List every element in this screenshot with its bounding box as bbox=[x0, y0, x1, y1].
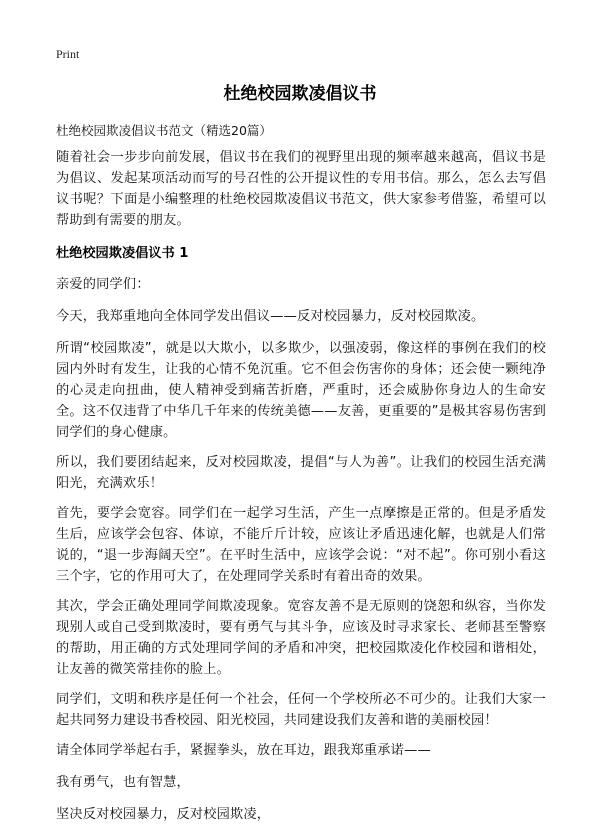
body-paragraph: 所以，我们要团结起来，反对校园欺凌，提倡“与人为善”。让我们的校园生活充满阳光，充满欢乐！ bbox=[56, 455, 546, 491]
salutation-paragraph: 亲爱的同学们： bbox=[56, 277, 150, 292]
document-body bbox=[56, 147, 546, 836]
print-link[interactable]: Print bbox=[56, 47, 80, 61]
document-subtitle: 杜绝校园欺凌倡议书范文（精选20篇） bbox=[56, 123, 272, 138]
intro-paragraph: 随着社会一步步向前发展，倡议书在我们的视野里出现的频率越来越高，倡议书是为倡议、发起某项活动而写的号召性的公开提议性的专用书信。那么，怎么去写倡议书呢？下面是小编整理的杜绝校园欺凌倡议书范文，供大家参考借鉴，希望可以帮助到有需要的朋友。 bbox=[56, 150, 546, 228]
body-paragraph: 所谓“校园欺凌”，就是以大欺小，以多欺少，以强凌弱，像这样的事例在我们的校园内外时有发生，让我的心情不免沉重。它不但会伤害你的身体；还会使一颗纯净的心灵走向扭曲，使人精神受到痛苦折磨，严重时，还会威胁你身边人的生命安全。这不仅违背了中华几千年来的传统美德——友善，更重要的”是极其容易伤害到同学们的身心健康。 bbox=[56, 341, 546, 440]
body-paragraph: 请全体同学举起右手，紧握拳头，放在耳边，跟我郑重承诺—— bbox=[56, 743, 431, 758]
body-paragraph: 首先，要学会宽容。同学们在一起学习生活，产生一点摩擦是正常的。但是矛盾发生后，应该学会包容、体谅，不能斤斤计较，应该让矛盾迅速化解，也就是人们常说的，“退一步海阔天空”。在平时生活中，应该学会说：“对不起”。你可别小看这三个字，它的作用可大了，在处理同学关系时有着出奇的效果。 bbox=[56, 506, 546, 584]
section-heading: 杜绝校园欺凌倡议书 1 bbox=[56, 246, 189, 261]
body-paragraph: 我有勇气，也有智慧， bbox=[56, 775, 190, 790]
body-paragraph: 同学们，文明和秩序是任何一个社会，任何一个学校所必不可少的。让我们大家一起共同努力建设书香校园、阳光校园，共同建设我们友善和谐的美丽校园！ bbox=[56, 692, 546, 728]
body-paragraph: 坚决反对校园暴力，反对校园欺凌， bbox=[56, 807, 271, 822]
page-title: 杜绝校园欺凌倡议书 bbox=[223, 84, 377, 104]
body-paragraph: 其次，学会正确处理同学间欺凌现象。宽容友善不是无原则的饶恕和纵容，当你发现别人或自己受到欺凌时，要有勇气与其斗争，应该及时寻求家长、老师甚至警察的帮助，用正确的方式处理同学间的矛盾和冲突，把校园欺凌化作校园和谐相处，让友善的微笑常挂你的脸上。 bbox=[56, 599, 546, 677]
body-paragraph: 今天，我郑重地向全体同学发出倡议——反对校园暴力，反对校园欺凌。 bbox=[56, 309, 485, 324]
